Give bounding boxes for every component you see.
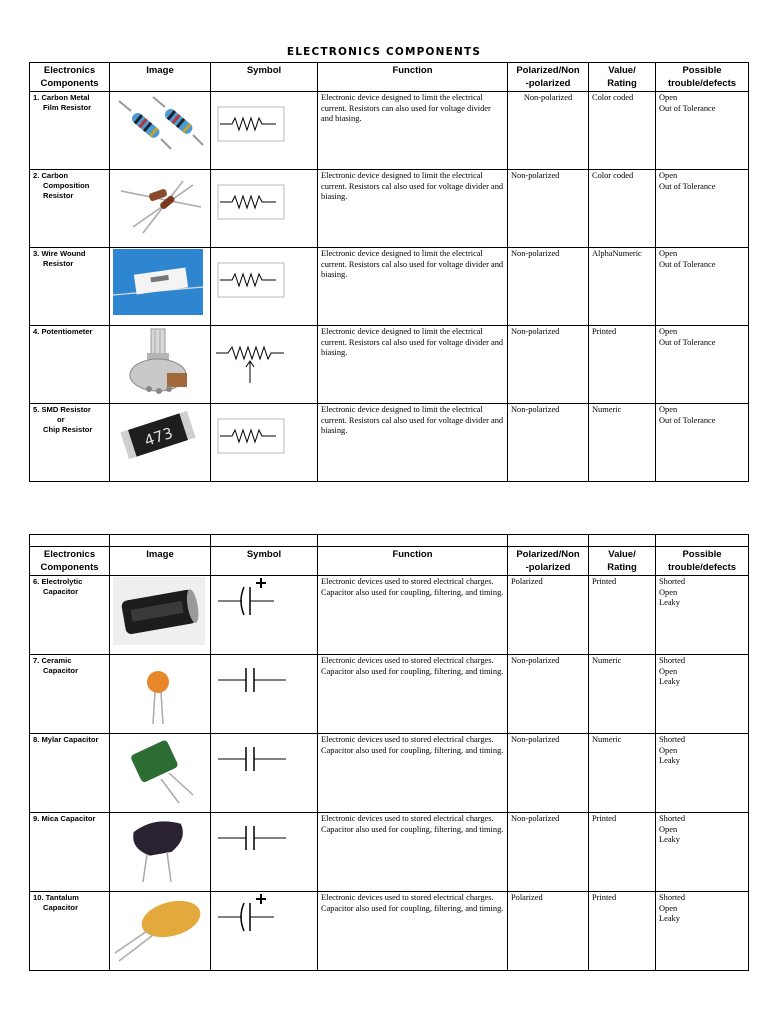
header-symbol: Symbol [211,547,318,576]
component-name: 5. SMD Resistor or Chip Resistor [30,404,110,482]
ceramic-capacitor-photo [110,655,211,734]
polarity-text: Polarized [508,892,589,971]
potentiometer-symbol-icon [211,326,318,404]
mylar-capacitor-photo [110,734,211,813]
component-name: 6. Electrolytic Capacitor [30,576,110,655]
trouble-text: Open Out of Tolerance [656,92,749,170]
table-row [30,404,749,482]
component-name: 3. Wire Wound Resistor [30,248,110,326]
header-components: Electronics Components [30,547,110,576]
table-row [30,892,749,971]
table-row [30,655,749,734]
capacitor-symbol-icon [211,813,318,892]
header-function: Function [318,63,508,92]
header-trouble: Possible trouble/defects [656,63,749,92]
page-title: ELECTRONICS COMPONENTS [286,46,482,58]
table-row [30,734,749,813]
header-trouble: Possible trouble/defects [656,547,749,576]
polarity-text: Non-polarized [508,92,589,170]
value-text: Printed [589,326,656,404]
header-row [30,547,749,576]
header-polarized: Polarized/Non -polarized [508,63,589,92]
capacitor-symbol-icon [211,734,318,813]
component-name: 2. Carbon Composition Resistor [30,170,110,248]
header-value: Value/ Rating [589,547,656,576]
resistor-symbol-icon [211,404,318,482]
polarity-text: Polarized [508,576,589,655]
trouble-text: Open Out of Tolerance [656,404,749,482]
resistor-symbol-icon [211,92,318,170]
value-text: Printed [589,576,656,655]
function-text: Electronic devices used to stored electrical charges. Capacitor also used for coupling, filtering, and timing. [318,813,508,892]
value-text: Printed [589,813,656,892]
resistors-table [29,62,749,482]
function-text: Electronic device designed to limit the electrical current. Resistors cal also used for voltage divider and biasing. [318,326,508,404]
trouble-text: Shorted Open Leaky [656,734,749,813]
table-row [30,576,749,655]
polarized-capacitor-symbol-icon [211,892,318,971]
value-text: Numeric [589,655,656,734]
polarity-text: Non-polarized [508,326,589,404]
polarity-text: Non-polarized [508,734,589,813]
polarity-text: Non-polarized [508,813,589,892]
wire-wound-resistor-photo [110,248,211,326]
trouble-text: Open Out of Tolerance [656,170,749,248]
function-text: Electronic devices used to stored electrical charges. Capacitor also used for coupling, filtering, and timing. [318,655,508,734]
component-name: 10. Tantalum Capacitor [30,892,110,971]
table-row [30,92,749,170]
smd-code-text: 473 [142,423,176,450]
table-row [30,170,749,248]
trouble-text: Open Out of Tolerance [656,326,749,404]
value-text: Numeric [589,734,656,813]
trouble-text: Shorted Open Leaky [656,576,749,655]
component-name: 4. Potentiometer [30,326,110,404]
header-row [30,63,749,92]
potentiometer-photo [110,326,211,404]
function-text: Electronic devices used to stored electrical charges. Capacitor also used for coupling, filtering, and timing. [318,734,508,813]
table-row [30,326,749,404]
polarity-text: Non-polarized [508,404,589,482]
trouble-text: Open Out of Tolerance [656,248,749,326]
table-row [30,813,749,892]
component-name: 9. Mica Capacitor [30,813,110,892]
resistor-symbol-icon [211,248,318,326]
function-text: Electronic devices used to stored electrical charges. Capacitor also used for coupling, filtering, and timing. [318,892,508,971]
polarity-text: Non-polarized [508,248,589,326]
smd-resistor-photo [110,404,211,482]
function-text: Electronic device designed to limit the electrical current. Resistors cal also used for voltage divider and biasing. [318,170,508,248]
table-row [30,248,749,326]
electrolytic-capacitor-photo [110,576,211,655]
function-text: Electronic device designed to limit the electrical current. Resistors cal also used for voltage divider and biasing. [318,248,508,326]
header-image: Image [110,63,211,92]
header-polarized: Polarized/Non -polarized [508,547,589,576]
carbon-composition-resistor-photo [110,170,211,248]
value-text: Printed [589,892,656,971]
component-name: 7. Ceramic Capacitor [30,655,110,734]
trouble-text: Shorted Open Leaky [656,813,749,892]
value-text: Color coded [589,92,656,170]
header-components: Electronics Components [30,63,110,92]
polarity-text: Non-polarized [508,655,589,734]
polarized-capacitor-symbol-icon [211,576,318,655]
capacitors-table [29,534,749,971]
trouble-text: Shorted Open Leaky [656,892,749,971]
header-value: Value/ Rating [589,63,656,92]
capacitor-symbol-icon [211,655,318,734]
header-function: Function [318,547,508,576]
value-text: Color coded [589,170,656,248]
mica-capacitor-photo [110,813,211,892]
value-text: AlphaNumeric [589,248,656,326]
component-name: 8. Mylar Capacitor [30,734,110,813]
function-text: Electronic device designed to limit the electrical current. Resistors can also used for voltage divider and biasing. [318,92,508,170]
header-symbol: Symbol [211,63,318,92]
spacer-row [30,535,749,547]
trouble-text: Shorted Open Leaky [656,655,749,734]
component-name: 1. Carbon Metal Film Resistor [30,92,110,170]
function-text: Electronic device designed to limit the electrical current. Resistors cal also used for voltage divider and biasing. [318,404,508,482]
value-text: Numeric [589,404,656,482]
resistor-symbol-icon [211,170,318,248]
function-text: Electronic devices used to stored electrical charges. Capacitor also used for coupling, filtering, and timing. [318,576,508,655]
header-image: Image [110,547,211,576]
carbon-film-resistor-photo [110,92,211,170]
tantalum-capacitor-photo [110,892,211,971]
polarity-text: Non-polarized [508,170,589,248]
